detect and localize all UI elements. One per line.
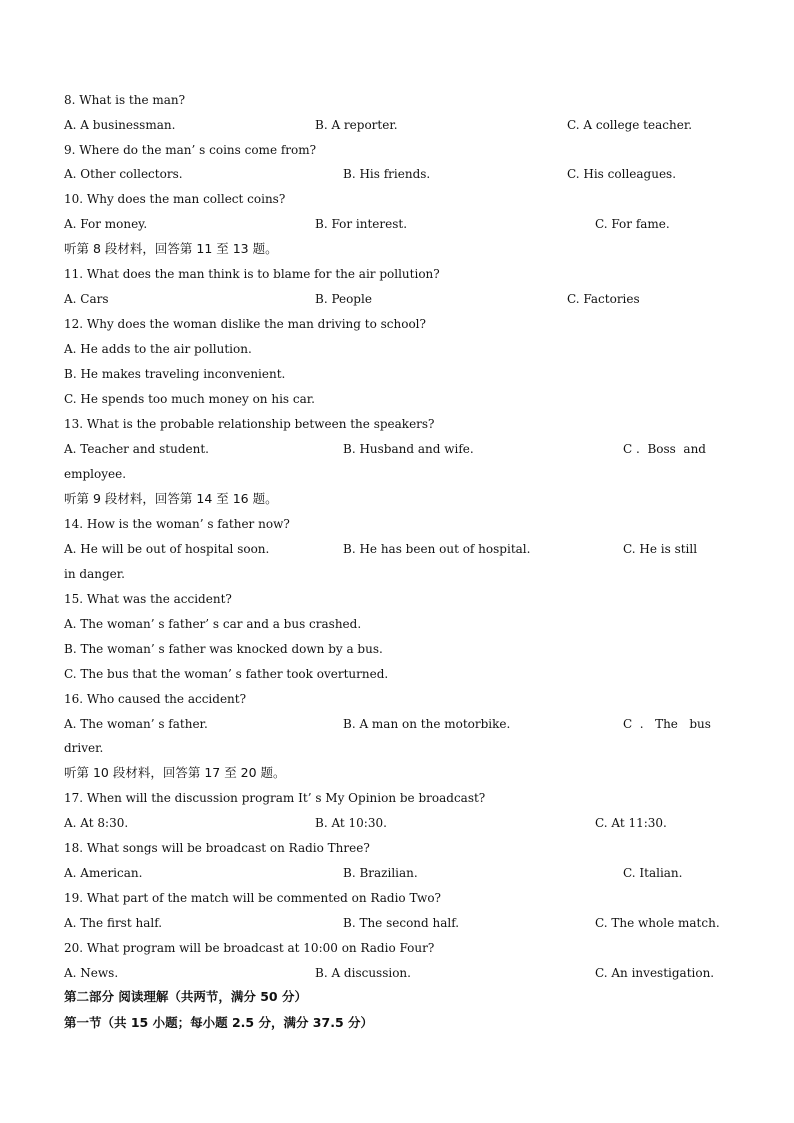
question-15-option-b: B. The woman’ s father was knocked down by a bus. <box>64 642 383 656</box>
question-15-stem: 15. What was the accident? <box>64 592 232 606</box>
question-18-option-b: B. Brazilian. <box>343 866 418 880</box>
question-16-option-c-continued: driver. <box>64 741 104 755</box>
question-12-option-b: B. He makes traveling inconvenient. <box>64 367 286 381</box>
question-15-option-c: C. The bus that the woman’ s father took overturned. <box>64 667 389 681</box>
section-8-instruction: 听第 8 段材料，回答第 11 至 13 题。 <box>64 241 278 256</box>
question-11-stem: 11. What does the man think is to blame for the air pollution? <box>64 267 440 281</box>
question-8-option-a: A. A businessman. <box>64 118 176 132</box>
question-14-option-b: B. He has been out of hospital. <box>343 542 531 556</box>
question-14-stem: 14. How is the woman’ s father now? <box>64 517 290 531</box>
question-15-option-a: A. The woman’ s father’ s car and a bus crashed. <box>64 617 362 631</box>
question-12-option-a: A. He adds to the air pollution. <box>64 342 252 356</box>
question-9-stem: 9. Where do the man’ s coins come from? <box>64 143 317 157</box>
question-11-option-c: C. Factories <box>567 292 640 306</box>
question-17-option-b: B. At 10:30. <box>315 816 387 830</box>
part-2-heading: 第二部分 阅读理解（共两节，满分 50 分） <box>64 989 307 1004</box>
question-10-option-a: A. For money. <box>64 217 148 231</box>
question-17-option-a: A. At 8:30. <box>64 816 129 830</box>
question-19-option-c: C. The whole match. <box>595 916 720 930</box>
question-13-option-c-continued: employee. <box>64 467 127 481</box>
question-11-option-a: A. Cars <box>64 292 109 306</box>
question-17-option-c: C. At 11:30. <box>595 816 667 830</box>
question-20-option-b: B. A discussion. <box>315 966 411 980</box>
question-16-option-a: A. The woman’ s father. <box>64 717 208 731</box>
question-10-option-c: C. For fame. <box>595 217 670 231</box>
question-8-option-c: C. A college teacher. <box>567 118 693 132</box>
question-19-stem: 19. What part of the match will be commented on Radio Two? <box>64 891 441 905</box>
question-20-stem: 20. What program will be broadcast at 10:00 on Radio Four? <box>64 941 435 955</box>
question-11-option-b: B. People <box>315 292 372 306</box>
question-13-stem: 13. What is the probable relationship between the speakers? <box>64 417 435 431</box>
question-20-option-c: C. An investigation. <box>595 966 715 980</box>
question-16-option-c: C . The bus <box>623 717 711 731</box>
question-9-option-c: C. His colleagues. <box>567 167 677 181</box>
question-19-option-b: B. The second half. <box>343 916 460 930</box>
question-18-option-c: C. Italian. <box>623 866 683 880</box>
question-10-option-b: B. For interest. <box>315 217 408 231</box>
question-18-option-a: A. American. <box>64 866 143 880</box>
question-17-stem: 17. When will the discussion program It’ s My Opinion be broadcast? <box>64 791 486 805</box>
question-9-option-b: B. His friends. <box>343 167 431 181</box>
question-8-option-b: B. A reporter. <box>315 118 398 132</box>
question-12-option-c: C. He spends too much money on his car. <box>64 392 315 406</box>
question-14-option-a: A. He will be out of hospital soon. <box>64 542 270 556</box>
section-1-heading: 第一节（共 15 小题；每小题 2.5 分，满分 37.5 分） <box>64 1015 373 1030</box>
question-8-stem: 8. What is the man? <box>64 93 186 107</box>
question-16-stem: 16. Who caused the accident? <box>64 692 247 706</box>
question-13-option-a: A. Teacher and student. <box>64 442 209 456</box>
question-14-option-c: C. He is still <box>623 542 698 556</box>
question-10-stem: 10. Why does the man collect coins? <box>64 192 286 206</box>
question-19-option-a: A. The first half. <box>64 916 163 930</box>
question-14-option-c-continued: in danger. <box>64 567 125 581</box>
question-16-option-b: B. A man on the motorbike. <box>343 717 511 731</box>
question-18-stem: 18. What songs will be broadcast on Radio Three? <box>64 841 370 855</box>
section-10-instruction: 听第 10 段材料，回答第 17 至 20 题。 <box>64 765 286 780</box>
question-20-option-a: A. News. <box>64 966 119 980</box>
question-12-stem: 12. Why does the woman dislike the man driving to school? <box>64 317 426 331</box>
question-13-option-c: C . Boss and <box>623 442 706 456</box>
question-9-option-a: A. Other collectors. <box>64 167 183 181</box>
question-13-option-b: B. Husband and wife. <box>343 442 474 456</box>
section-9-instruction: 听第 9 段材料，回答第 14 至 16 题。 <box>64 491 278 506</box>
